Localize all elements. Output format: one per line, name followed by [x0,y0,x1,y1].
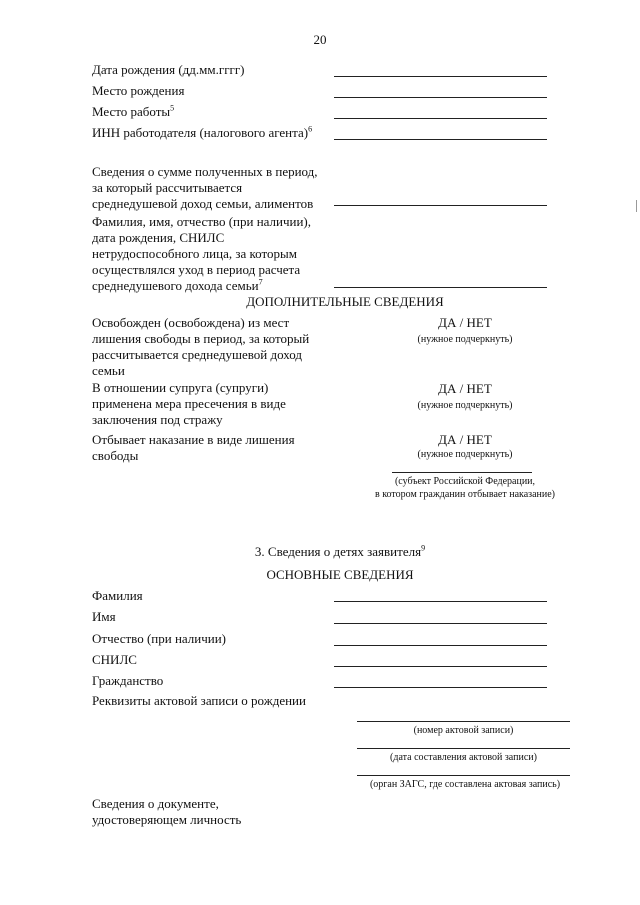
birth-record-registry-line[interactable] [357,775,570,776]
birth-record-date-caption: (дата составления актовой записи) [390,752,537,763]
child-field-line-surname[interactable] [334,601,547,602]
additional-item-released: Освобожден (освобождена) из мест лишения свободы в период, за который рассчитывается среднедушевой доход семьи [92,315,310,378]
footnote-ref: 9 [421,543,426,553]
yes-no-option-detention[interactable]: ДА / НЕТ [438,381,492,396]
underline-hint: (нужное подчеркнуть) [417,334,513,345]
subject-rf-caption: (субъект Российской Федерации, в котором гражданин отбывает наказание) [374,476,556,500]
additional-item-detention: В отношении супруга (супруги) применена мера пресечения в виде заключения под стражу [92,380,286,427]
birth-record-number-caption: (номер актовой записи) [413,725,514,736]
field-label-workplace: Место работы$^5$ [92,103,175,119]
child-field-label-snils: СНИЛС [92,652,137,667]
underline-hint: (нужное подчеркнуть) [417,449,513,460]
additional-item-serving-sentence: Отбывает наказание в виде лишения свободы [92,432,295,463]
disabled-person-line[interactable] [334,287,547,288]
underline-hint: (нужное подчеркнуть) [417,400,513,411]
birth-record-number-line[interactable] [357,721,570,722]
footnote-ref: 6 [308,124,313,134]
footnote-ref: 7 [258,277,263,287]
child-field-label-name: Имя [92,609,116,624]
field-label-employer-inn: ИНН работодателя (налогового агента)$^6$ [92,124,313,140]
subject-rf-line[interactable] [392,472,532,473]
field-label-birth-date: Дата рождения (дд.мм.гггг) [92,62,245,77]
field-line-birth-date[interactable] [334,76,547,77]
additional-heading: ДОПОЛНИТЕЛЬНЫЕ СВЕДЕНИЯ [246,294,444,309]
child-field-line-patronymic[interactable] [334,645,547,646]
birth-record-date-line[interactable] [357,748,570,749]
children-section-heading: 3. Сведения о детях заявителя$^9$ [254,543,426,559]
basic-info-heading: ОСНОВНЫЕ СВЕДЕНИЯ [266,567,414,582]
field-label-birth-place: Место рождения [92,83,185,98]
income-label: Сведения о сумме полученных в период, за который рассчитывается среднедушевой доход семьи, алиментов [92,164,318,211]
birth-record-label: Реквизиты актовой записи о рождении [92,693,306,708]
child-field-line-name[interactable] [334,623,547,624]
yes-no-option-released[interactable]: ДА / НЕТ [438,315,492,330]
id-document-label: Сведения о документе, удостоверяющем личность [92,796,242,827]
child-field-label-patronymic: Отчество (при наличии) [92,631,227,646]
child-field-label-surname: Фамилия [92,588,143,603]
field-line-employer-inn[interactable] [334,139,547,140]
scan-edge-mark [636,200,637,212]
field-line-birth-place[interactable] [334,97,547,98]
field-line-workplace[interactable] [334,118,547,119]
yes-no-option-serving-sentence[interactable]: ДА / НЕТ [438,432,492,447]
birth-record-registry-caption: (орган ЗАГС, где составлена актовая запись) [369,779,561,790]
child-field-line-citizenship[interactable] [334,687,547,688]
footnote-ref: 5 [170,103,175,113]
child-field-label-citizenship: Гражданство [92,673,164,688]
disabled-person-label: Фамилия, имя, отчество (при наличии), дата рождения, СНИЛС нетрудоспособного лица, за которым осуществлялся уход в период расчета среднедушевого дохода семьи$^7$ [92,214,312,293]
page-number: 20 [313,32,327,47]
income-line[interactable] [334,205,547,206]
child-field-line-snils[interactable] [334,666,547,667]
